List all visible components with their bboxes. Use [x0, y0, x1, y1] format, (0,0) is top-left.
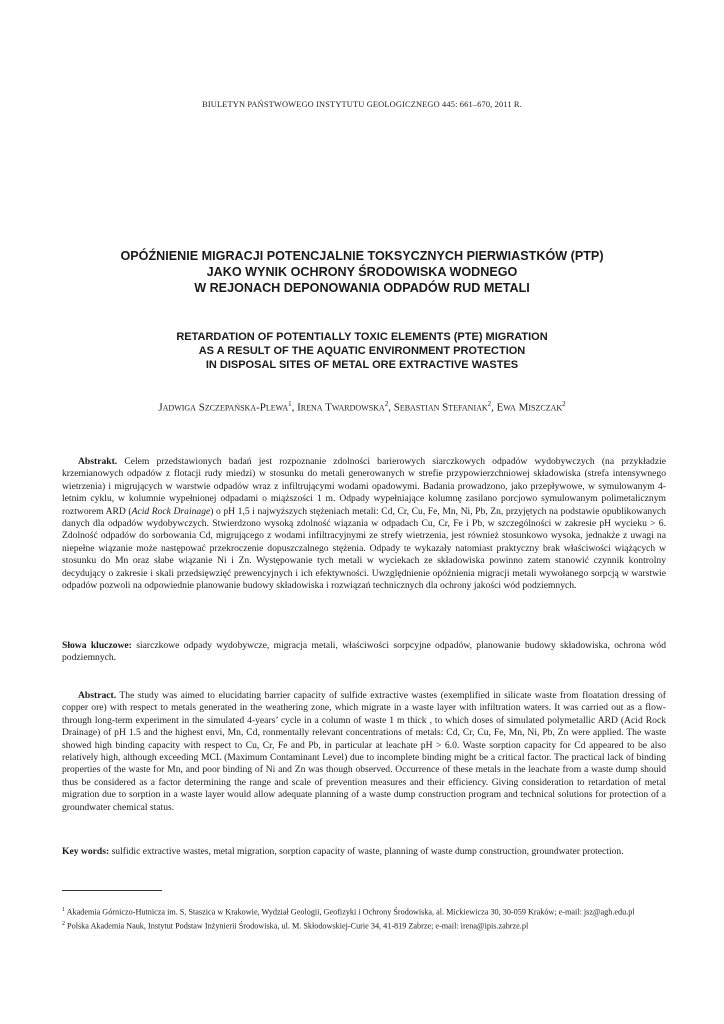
abstract-polish-text: Celem przedstawionych badań jest rozpoznanie zdolności barierowych siarczkowych odpadów wydobywczych (na przykładzie krzemianowych odpadów z flotacji rudy miedzi) w stosunku do metali generowanych w strefie przypowierzchniowej składowiska (strefa intensywnego wietrzenia) i migrujących w warstwie odpadów wraz z infiltrującymi wodami opadowymi. Badania prowadzono, jako przepływowe, w symulowanym 4-letnim cyklu, w kolumnie wypełnionej odpadami o miąższości 1 m. Odpady wypełniające kolumnę zasilano porcjowo symulowanym polimetalicznym roztworem ARD ( [62, 456, 666, 517]
footnote-divider [62, 890, 162, 891]
author-affiliation-mark: 2 [384, 400, 389, 408]
abstract-polish-text: ) o pH 1,5 i najwyższych stężeniach metali: Cd, Cr, Cu, Fe, Mn, Ni, Pb, Zn, przyjętych na podstawie opublikowanych danych dla odpadów wydobywczych. Stwierdzono wysoką zdolność wiązania w odpadach Cu, Cr, Fe i Pb, w szczególności w zakresie pH wycieku > 6. Zdolność odpadów do sorbowania Cd, migrującego z wodami infiltracyjnymi ze strefy wietrzenia, jest również stosunkowo wysoka, jednakże z uwagi na niepełne wiązanie może następować przekroczenie dopuszczalnego stężenia. Odpady te wykazały natomiast praktyczny brak właściwości wiążących w stosunku do Mn oraz słabe wiązanie Ni i Zn. Występowanie tych metali w wyciekach ze składowiska powinno zatem stanowić czynnik kontrolny decydujący o zakresie i skali przedsięwzięć prewencyjnych i ich efektywności. Uwzględnienie opóźnienia migracji metali wywołanego sorpcją w warstwie odpadów pozwoli na odpowiednie planowanie budowy składowiska i rozwiązań technicznych dla ochrony jakości wód podziemnych. [62, 505, 666, 592]
author-affiliation-mark: 2 [487, 400, 492, 408]
abstract-polish-italic: Acid Rock Drainage [131, 505, 211, 517]
abstract-english [62, 690, 666, 814]
title-polish-line: W REJONACH DEPONOWANIA ODPADÓW RUD METALI [194, 281, 530, 295]
abstract-english-label: Abstract. [78, 690, 117, 701]
abstract-polish-label: Abstrakt. [78, 456, 118, 467]
abstract-polish [62, 456, 666, 592]
footnote [62, 919, 666, 932]
footnotes [62, 905, 666, 932]
keywords-english-label: Key words: [62, 846, 110, 857]
title-english [60, 330, 664, 372]
footnote-text: Polska Akademia Nauk, Instytut Podstaw Inżynierii Środowiska, ul. M. Skłodowskiej-Curie 34, 41-819 Zabrze; e-mail: irena@ipis.zabrze.pl [65, 921, 529, 931]
title-polish [60, 248, 664, 296]
title-english-line: IN DISPOSAL SITES OF METAL ORE EXTRACTIVE WASTES [205, 359, 519, 371]
title-english-line: AS A RESULT OF THE AQUATIC ENVIRONMENT PROTECTION [198, 345, 526, 357]
author-affiliation-mark: 2 [562, 400, 566, 408]
abstract-english-text: The study was aimed to elucidating barrier capacity of sulfide extractive wastes (exemplified in silicate waste from floatation dressing of copper ore) with respect to metals generated in the weathering zone, which migrate in a waste layer with infiltration waters. It was carried out as a flow-through long-term experiment in the simulated 4-years’ cycle in a column of waste 1 m thick , to which doses of simulated polymetallic ARD (Acid Rock Drainage) of pH 1.5 and the highest envi, Mn, Cd, ronmentally relevant concentrations of metals: Cd, Cr, Cu, Fe, Mn, Ni, Pb, Zn were applied. The waste showed high binding capacity with respect to Cu, Cr, Fe and Pb, in particular at leachate pH > 6.0. Waste sorption capacity for Cd appeared to be also relatively high, although exceeding MCL (Maximum Contaminant Level) due to incomplete binding might be a critical factor. The practical lack of binding properties of the waste for Mn, and poor binding of Ni and Zn was though observed. Occurrence of these metals in the leachate from a waste dump should thus be considered as a factor determining the range and scale of prevention measures and their efficiency. Giving consideration to retardation of metal migration due to sorption in a waste layer would allow adequate planning of a waste dump construction program and technical solutions for protection of a groundwater chemical status. [62, 690, 666, 813]
keywords-english [62, 846, 666, 858]
keywords-polish [62, 640, 666, 665]
author-name: Irena Twardowska [297, 401, 385, 414]
keywords-english-text: sulfidic extractive wastes, metal migration, sorption capacity of waste, planning of waste dump construction, groundwater protection. [109, 846, 624, 857]
footnote-number: 1 [62, 907, 65, 913]
running-header: BIULETYN PAŃSTWOWEGO INSTYTUTU GEOLOGICZNEGO 445: 661–670, 2011 R. [202, 100, 522, 109]
keywords-polish-text: siarczkowe odpady wydobywcze, migracja metali, właściwości sorpcyjne odpadów, planowanie budowy składowiska, ochrona wód podziemnych. [62, 640, 666, 664]
title-english-line: RETARDATION OF POTENTIALLY TOXIC ELEMENTS (PTE) MIGRATION [176, 331, 548, 343]
title-polish-line: OPÓŹNIENIE MIGRACJI POTENCJALNIE TOKSYCZNYCH PIERWIASTKÓW (PTP) [120, 249, 604, 263]
author-name: Jadwiga Szczepańska-Plewa [158, 401, 289, 414]
footnote-text: Akademia Górniczo-Hutnicza im. S, Staszica w Krakowie, Wydział Geologii, Geofizyki i Ochrony Środowiska, al. Mickiewicza 30, 30-059 Kraków; e-mail: jsz@agh.edu.pl [65, 907, 635, 917]
footnote [62, 905, 666, 918]
author-affiliation-mark: 1 [288, 400, 292, 408]
author-list: Jadwiga Szczepańska-Plewa$^1$, Irena Twardowska$^2$, Sebastian Stefaniak$^2$, Ewa Miszczak$^2$ [158, 400, 566, 414]
author-name: Ewa Miszczak [496, 401, 563, 414]
footnote-number: 2 [62, 920, 65, 927]
keywords-polish-label: Słowa kluczowe: [62, 640, 132, 651]
title-polish-line: JAKO WYNIK OCHRONY ŚRODOWISKA WODNEGO [206, 265, 518, 279]
author-name: Sebastian Stefaniak [393, 401, 488, 414]
